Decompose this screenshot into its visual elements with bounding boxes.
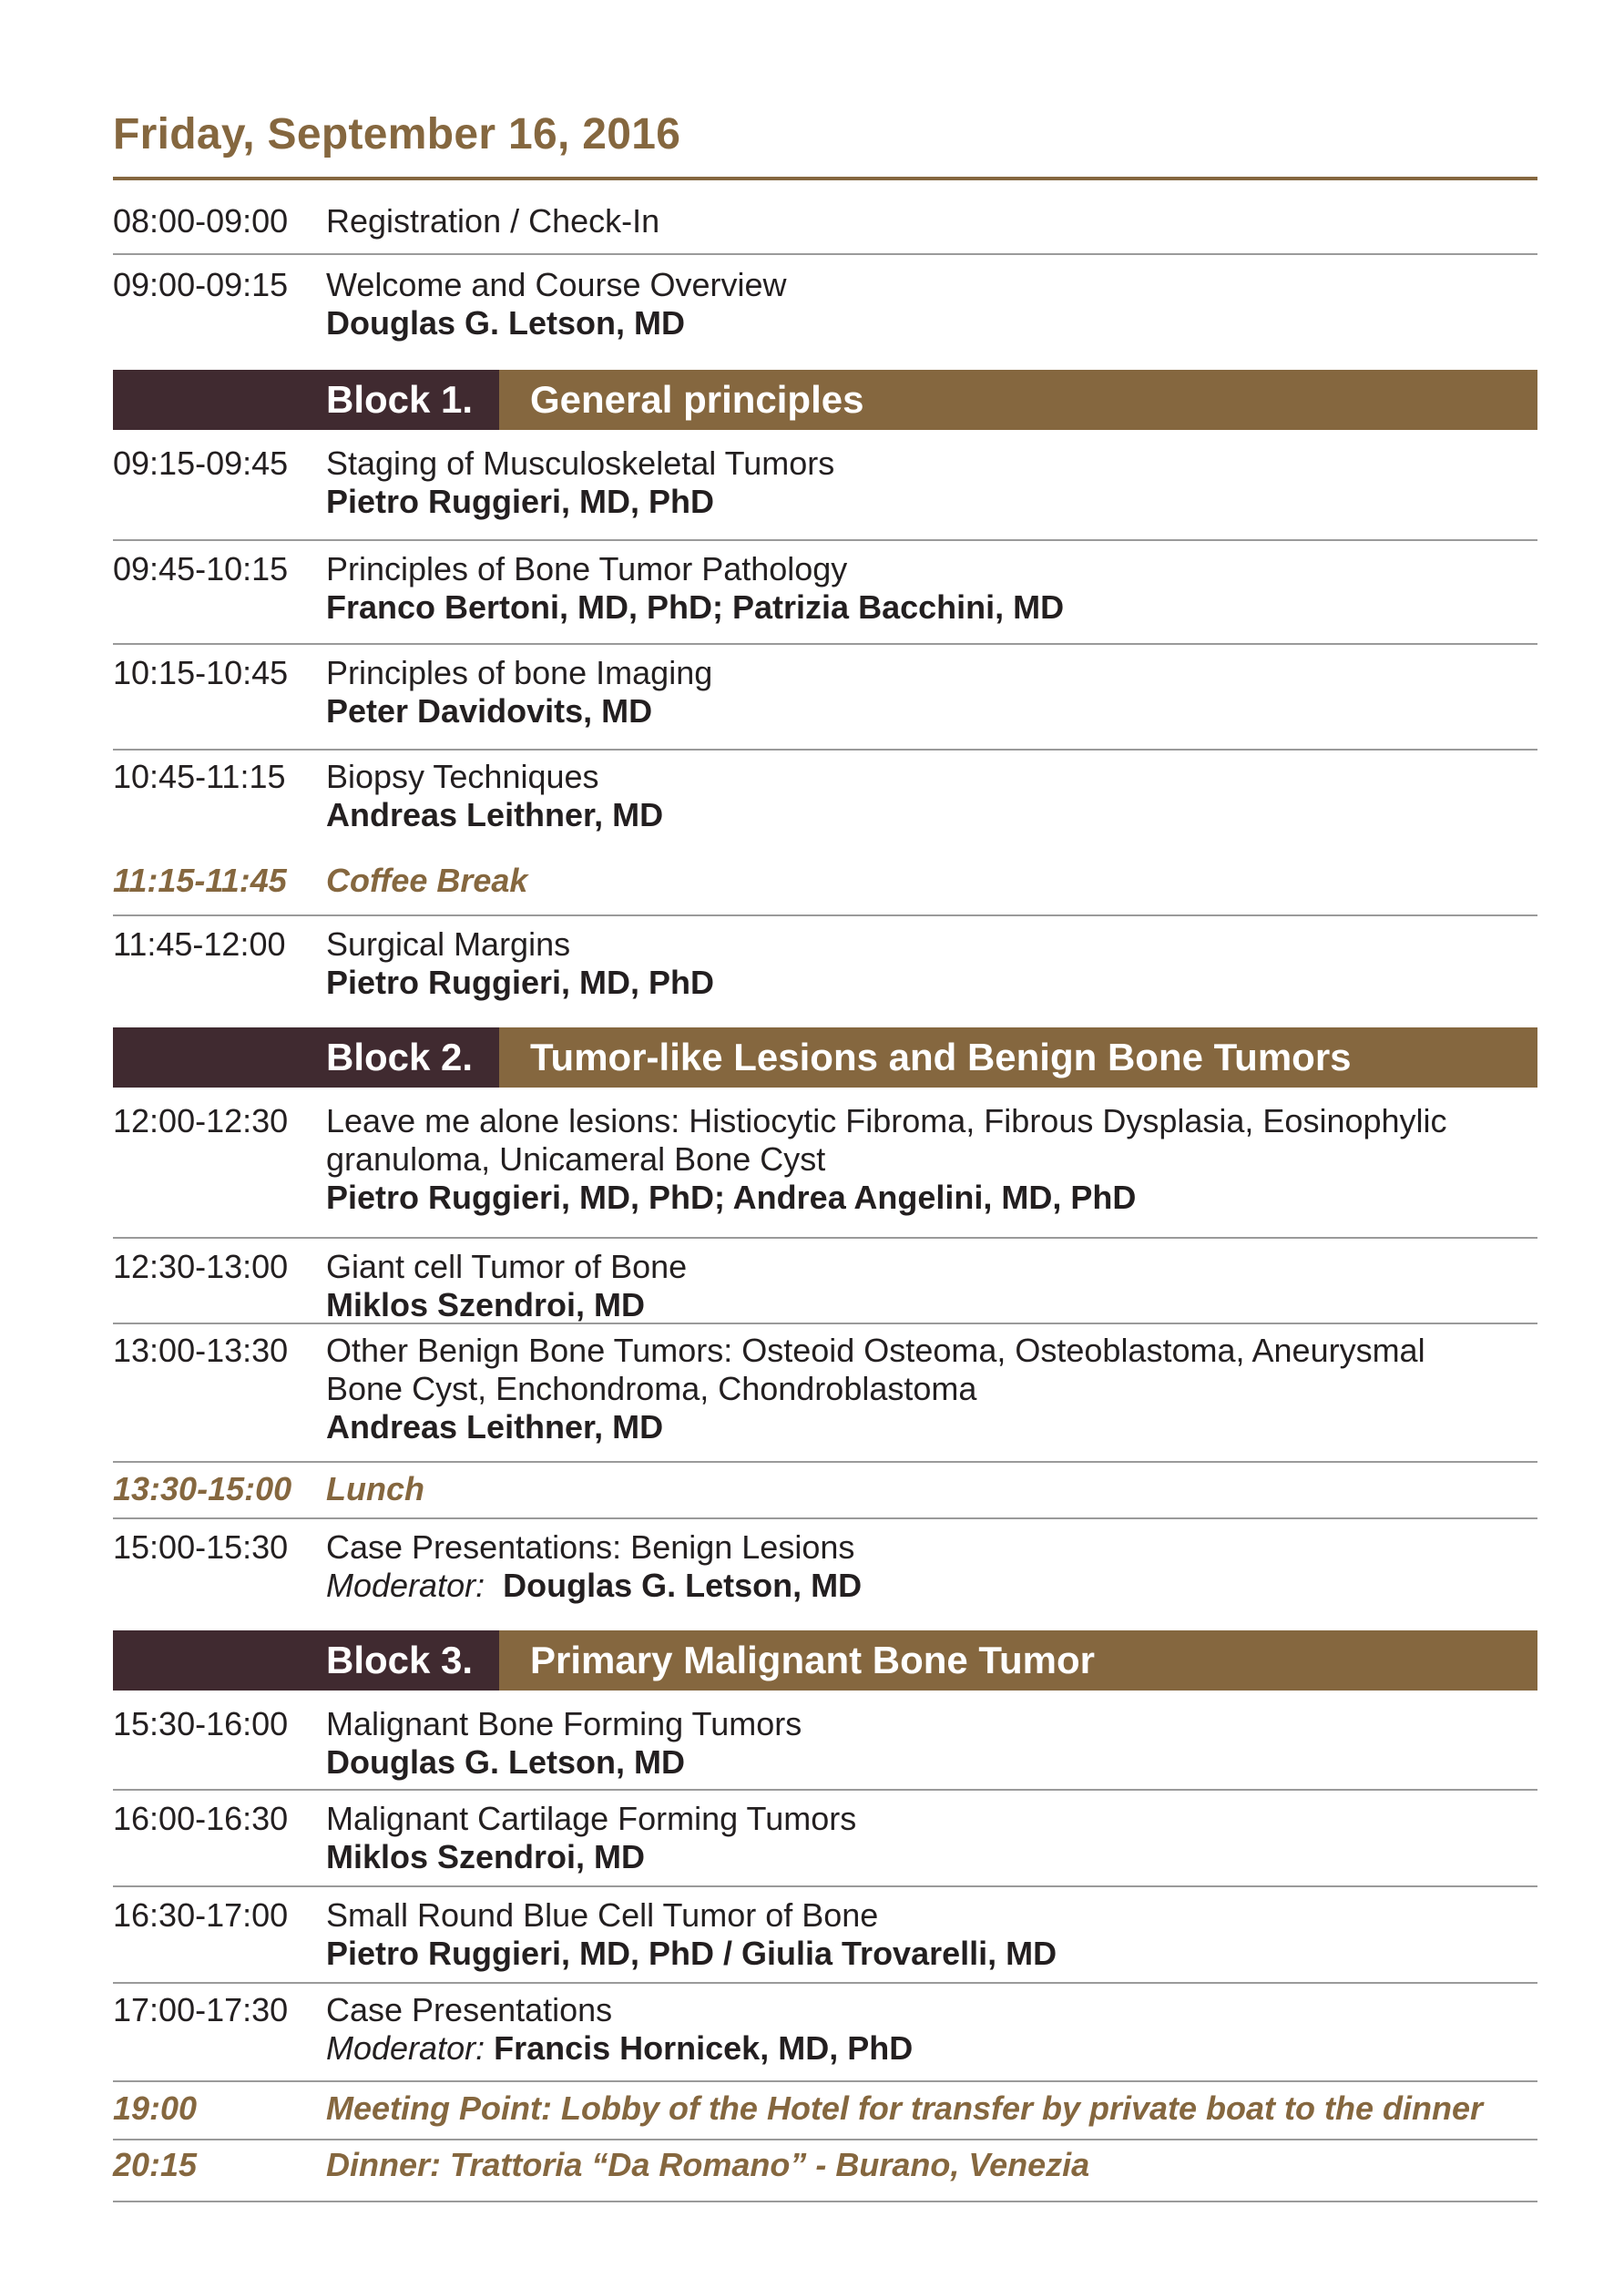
row-title: Staging of Musculoskeletal Tumors bbox=[326, 444, 835, 482]
schedule-row-welcome bbox=[113, 266, 1537, 352]
row-speaker: Douglas G. Letson, MD bbox=[326, 1743, 686, 1781]
row-speaker: Francis Hornicek, MD, PhD bbox=[494, 2029, 914, 2067]
schedule-row-giant-cell bbox=[113, 1248, 1537, 1324]
row-time: 19:00 bbox=[113, 2089, 198, 2127]
schedule-row-pathology bbox=[113, 550, 1537, 645]
row-title: Case Presentations bbox=[326, 1991, 613, 2028]
schedule-row-lunch bbox=[113, 1470, 1537, 1519]
row-title: Case Presentations: Benign Lesions bbox=[326, 1528, 855, 1566]
row-title-line2: granuloma, Unicameral Bone Cyst bbox=[326, 1140, 826, 1178]
row-title: Biopsy Techniques bbox=[326, 758, 599, 795]
row-time: 09:45-10:15 bbox=[113, 550, 289, 587]
row-time: 13:30-15:00 bbox=[113, 1470, 292, 1507]
row-speaker: Andreas Leithner, MD bbox=[326, 796, 664, 833]
block-label: Block 2. bbox=[326, 1036, 474, 1078]
row-title: Malignant Cartilage Forming Tumors bbox=[326, 1800, 857, 1837]
schedule-row-other-benign bbox=[113, 1332, 1537, 1463]
row-time: 15:00-15:30 bbox=[113, 1528, 289, 1566]
block-title: Primary Malignant Bone Tumor bbox=[530, 1639, 1095, 1681]
moderator-label: Moderator: bbox=[326, 1567, 485, 1604]
row-title: Dinner: Trattoria “Da Romano” - Burano, Venezia bbox=[326, 2146, 1090, 2183]
row-time: 10:15-10:45 bbox=[113, 654, 289, 691]
schedule-row-coffee-break bbox=[113, 862, 1537, 916]
row-title: Principles of bone Imaging bbox=[326, 654, 713, 691]
title-divider bbox=[113, 177, 1537, 180]
row-time: 10:45-11:15 bbox=[113, 758, 286, 795]
row-time: 13:00-13:30 bbox=[113, 1332, 289, 1369]
schedule-row-cartilage bbox=[113, 1800, 1537, 1887]
schedule-row-leave-me-alone bbox=[113, 1102, 1537, 1239]
schedule-row-registration bbox=[113, 202, 1537, 255]
block-label: Block 1. bbox=[326, 378, 474, 421]
schedule-row-staging bbox=[113, 444, 1537, 541]
row-time: 09:00-09:15 bbox=[113, 266, 289, 303]
row-title: Surgical Margins bbox=[326, 925, 571, 963]
row-title: Small Round Blue Cell Tumor of Bone bbox=[326, 1896, 879, 1934]
row-speaker: Miklos Szendroi, MD bbox=[326, 1838, 646, 1875]
row-title: Registration / Check-In bbox=[326, 202, 660, 240]
row-speaker: Andreas Leithner, MD bbox=[326, 1408, 664, 1445]
row-time: 20:15 bbox=[113, 2146, 198, 2183]
row-speaker: Pietro Ruggieri, MD, PhD bbox=[326, 483, 715, 520]
row-speaker: Pietro Ruggieri, MD, PhD / Giulia Trovarelli, MD bbox=[326, 1935, 1057, 1972]
row-title-line1: Leave me alone lesions: Histiocytic Fibroma, Fibrous Dysplasia, Eosinophylic bbox=[326, 1102, 1447, 1139]
block-label: Block 3. bbox=[326, 1639, 474, 1681]
row-speaker: Pietro Ruggieri, MD, PhD bbox=[326, 964, 715, 1001]
schedule-row-meeting-point bbox=[113, 2089, 1537, 2140]
row-time: 16:30-17:00 bbox=[113, 1896, 289, 1934]
row-speaker: Franco Bertoni, MD, PhD; Patrizia Bacchini, MD bbox=[326, 588, 1065, 626]
row-title: Giant cell Tumor of Bone bbox=[326, 1248, 688, 1285]
row-title: Principles of Bone Tumor Pathology bbox=[326, 550, 848, 587]
block-header-2 bbox=[113, 1027, 1537, 1088]
row-time: 17:00-17:30 bbox=[113, 1991, 289, 2028]
row-speaker: Douglas G. Letson, MD bbox=[503, 1567, 863, 1604]
day-title: Friday, September 16, 2016 bbox=[113, 110, 681, 158]
row-time: 11:45-12:00 bbox=[113, 925, 286, 963]
schedule-row-imaging bbox=[113, 654, 1537, 751]
row-time: 09:15-09:45 bbox=[113, 444, 289, 482]
row-time: 16:00-16:30 bbox=[113, 1800, 289, 1837]
row-title-line2: Bone Cyst, Enchondroma, Chondroblastoma bbox=[326, 1370, 977, 1407]
row-speaker: Pietro Ruggieri, MD, PhD; Andrea Angelini, MD, PhD bbox=[326, 1179, 1137, 1216]
schedule-row-margins bbox=[113, 925, 1537, 1011]
row-speaker: Miklos Szendroi, MD bbox=[326, 1286, 646, 1323]
schedule-row-case-presentations bbox=[113, 1991, 1537, 2082]
row-speaker: Peter Davidovits, MD bbox=[326, 692, 653, 730]
row-time: 11:15-11:45 bbox=[113, 862, 287, 899]
row-time: 12:00-12:30 bbox=[113, 1102, 289, 1139]
row-time: 15:30-16:00 bbox=[113, 1705, 289, 1742]
block-header-3 bbox=[113, 1630, 1537, 1691]
schedule-row-case-benign bbox=[113, 1528, 1537, 1614]
row-time: 08:00-09:00 bbox=[113, 202, 289, 240]
schedule-row-biopsy bbox=[113, 758, 1537, 843]
schedule-row-small-round bbox=[113, 1896, 1537, 1984]
row-title: Lunch bbox=[326, 1470, 424, 1507]
row-title: Malignant Bone Forming Tumors bbox=[326, 1705, 802, 1742]
block-title: General principles bbox=[530, 378, 864, 421]
moderator-label: Moderator: bbox=[326, 2029, 485, 2067]
row-time: 12:30-13:00 bbox=[113, 1248, 289, 1285]
row-title: Welcome and Course Overview bbox=[326, 266, 787, 303]
row-title-line1: Other Benign Bone Tumors: Osteoid Osteoma, Osteoblastoma, Aneurysmal bbox=[326, 1332, 1425, 1369]
row-title: Meeting Point: Lobby of the Hotel for transfer by private boat to the dinner bbox=[326, 2089, 1484, 2127]
row-title: Coffee Break bbox=[326, 862, 528, 899]
schedule-row-bone-forming bbox=[113, 1705, 1537, 1791]
schedule-row-dinner bbox=[113, 2146, 1537, 2202]
block-header-1 bbox=[113, 370, 1537, 430]
block-title: Tumor-like Lesions and Benign Bone Tumors bbox=[530, 1036, 1352, 1078]
row-speaker: Douglas G. Letson, MD bbox=[326, 304, 686, 342]
